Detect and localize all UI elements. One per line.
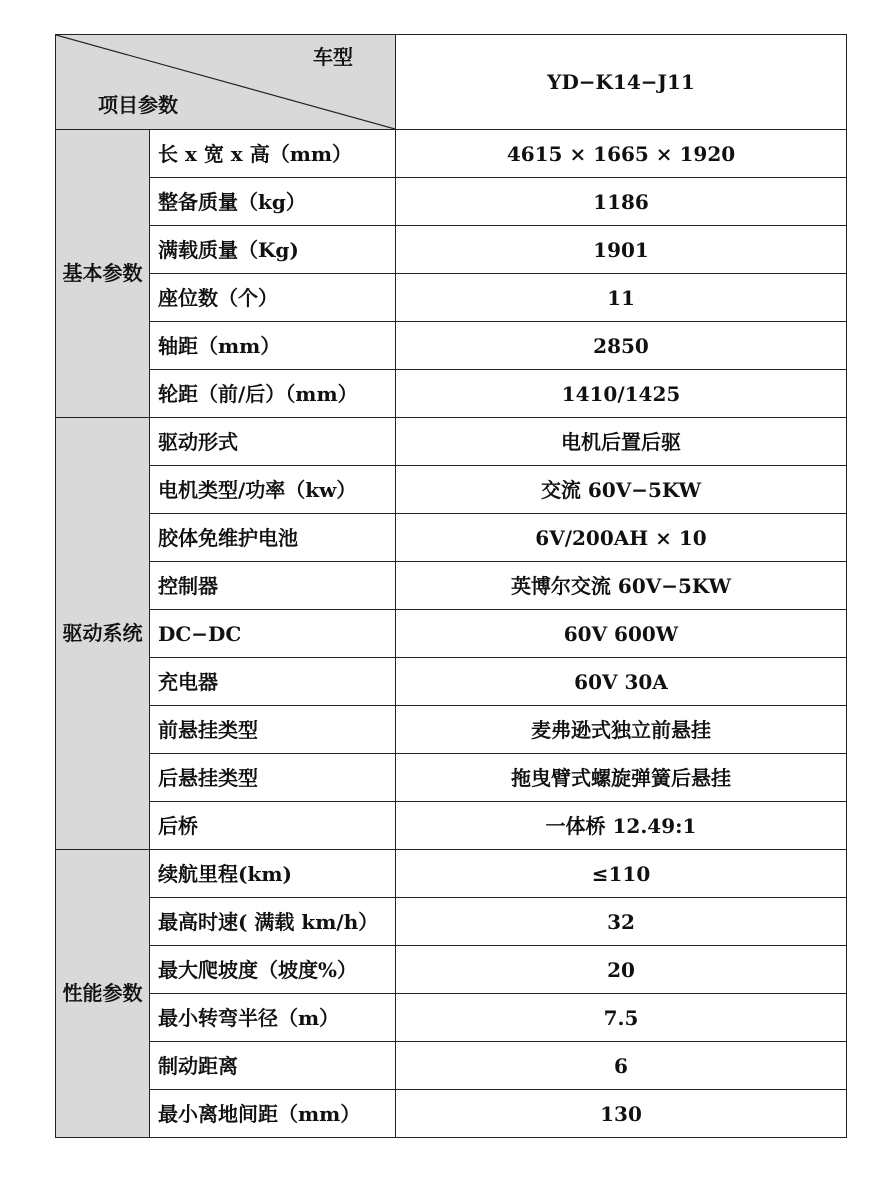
item-label: 驱动形式: [150, 418, 396, 466]
item-label: 座位数（个）: [150, 274, 396, 322]
table-row: [56, 418, 847, 466]
item-label: 轮距（前/后）（mm）: [150, 370, 396, 418]
item-value: 电机后置后驱: [396, 418, 847, 466]
vehicle-type-label: 车型: [313, 45, 353, 69]
item-label: 后桥: [150, 802, 396, 850]
table-row: [56, 274, 847, 322]
item-label: 胶体免维护电池: [150, 514, 396, 562]
item-label: 轴距（mm）: [150, 322, 396, 370]
spec-table: [55, 34, 847, 1138]
item-value: 1901: [396, 226, 847, 274]
table-row: [56, 610, 847, 658]
item-value: ≤110: [396, 850, 847, 898]
item-label: 续航里程(km): [150, 850, 396, 898]
category-basic-params: 基本参数: [56, 130, 150, 418]
item-value: 60V 30A: [396, 658, 847, 706]
table-row: [56, 850, 847, 898]
item-label: 最高时速( 满载 km/h）: [150, 898, 396, 946]
item-label: 充电器: [150, 658, 396, 706]
item-value: 6V/200AH × 10: [396, 514, 847, 562]
table-row: [56, 802, 847, 850]
parameters-label: 项目参数: [98, 93, 178, 117]
item-value: 麦弗逊式独立前悬挂: [396, 706, 847, 754]
table-row: [56, 946, 847, 994]
item-label: 长 x 宽 x 高（mm）: [150, 130, 396, 178]
item-label: 电机类型/功率（kw）: [150, 466, 396, 514]
table-row: [56, 1090, 847, 1138]
item-label: 制动距离: [150, 1042, 396, 1090]
item-value: 7.5: [396, 994, 847, 1042]
item-value: 交流 60V−5KW: [396, 466, 847, 514]
table-row: [56, 754, 847, 802]
table-row: [56, 658, 847, 706]
item-value: 1186: [396, 178, 847, 226]
item-label: 后悬挂类型: [150, 754, 396, 802]
item-label: 最小离地间距（mm）: [150, 1090, 396, 1138]
table-row: [56, 994, 847, 1042]
item-label: DC−DC: [150, 610, 396, 658]
item-value: 4615 × 1665 × 1920: [396, 130, 847, 178]
item-label: 满载质量（Kg): [150, 226, 396, 274]
item-value: 11: [396, 274, 847, 322]
header-row: [56, 35, 847, 130]
item-value: 32: [396, 898, 847, 946]
table-row: [56, 130, 847, 178]
table-row: [56, 706, 847, 754]
table-row: [56, 226, 847, 274]
item-value: 英博尔交流 60V−5KW: [396, 562, 847, 610]
item-label: 控制器: [150, 562, 396, 610]
item-value: 6: [396, 1042, 847, 1090]
item-value: 20: [396, 946, 847, 994]
table-row: [56, 322, 847, 370]
item-value: 一体桥 12.49:1: [396, 802, 847, 850]
item-value: 1410/1425: [396, 370, 847, 418]
model-name: YD−K14−J11: [396, 35, 847, 130]
table-row: [56, 466, 847, 514]
category-drive-system: 驱动系统: [56, 418, 150, 850]
item-label: 最小转弯半径（m）: [150, 994, 396, 1042]
table-row: [56, 178, 847, 226]
item-label: 最大爬坡度（坡度%）: [150, 946, 396, 994]
table-row: [56, 1042, 847, 1090]
table-row: [56, 370, 847, 418]
item-value: 130: [396, 1090, 847, 1138]
diagonal-header-cell: [56, 35, 396, 130]
item-value: 2850: [396, 322, 847, 370]
item-label: 整备质量（kg）: [150, 178, 396, 226]
item-label: 前悬挂类型: [150, 706, 396, 754]
table-row: [56, 562, 847, 610]
table-row: [56, 898, 847, 946]
category-performance-params: 性能参数: [56, 850, 150, 1138]
item-value: 60V 600W: [396, 610, 847, 658]
item-value: 拖曳臂式螺旋弹簧后悬挂: [396, 754, 847, 802]
table-row: [56, 514, 847, 562]
